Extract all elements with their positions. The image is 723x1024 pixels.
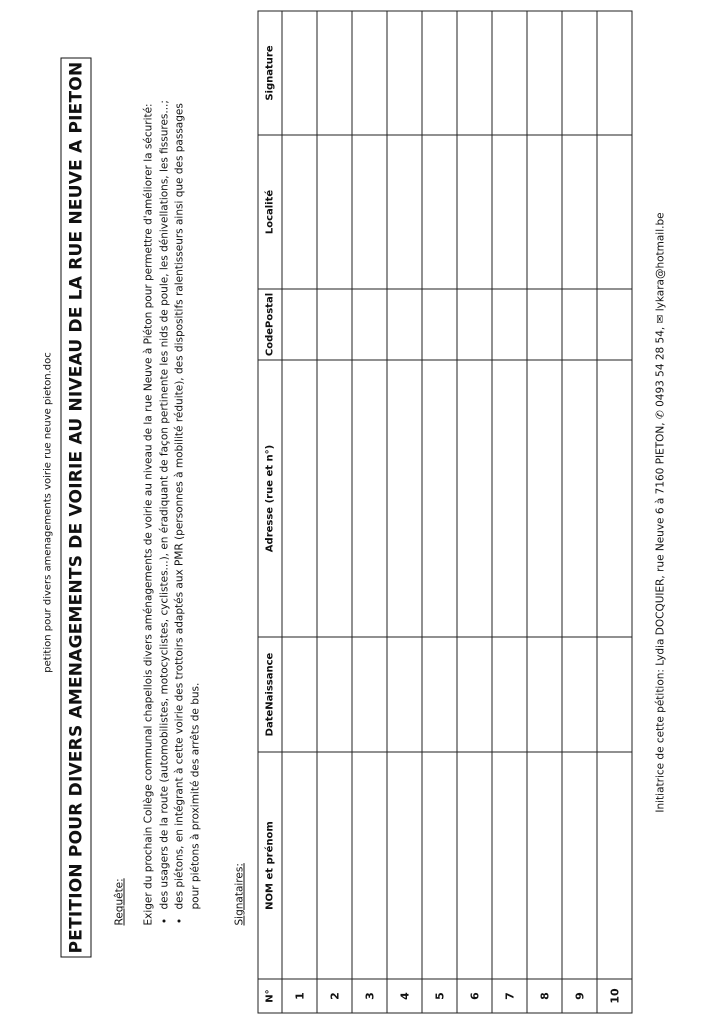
intro-paragraph: Exiger du prochain Collège communal chapellois divers aménagements de voirie au niveau de la rue Neuve à Piéton pour permettre d'améliorer la sécurité: [142,102,154,925]
address-cell[interactable] [492,360,527,637]
table-row [282,11,317,1013]
birthdate-cell[interactable] [527,637,562,752]
signatures-table [257,10,632,1013]
name-cell[interactable] [492,752,527,979]
bullet-pedestrians: • des piétons, en intégrant à cette voirie des trottoirs adaptés aux PMR (personnes à mobilité réduite), des dispositifs ralentisseurs ainsi que des passages [172,65,188,909]
locality-cell[interactable] [597,135,632,289]
locality-cell[interactable] [457,135,492,289]
table-row [387,11,422,1013]
row-number: 7 [492,979,527,1013]
locality-cell[interactable] [422,135,457,289]
header-birthdate: DateNaissance [258,637,282,752]
row-number: 10 [597,979,632,1013]
name-cell[interactable] [387,752,422,979]
table-row [492,11,527,1013]
row-number: 4 [387,979,422,1013]
postcode-cell[interactable] [422,289,457,360]
name-cell[interactable] [317,752,352,979]
name-cell[interactable] [282,752,317,979]
postcode-cell[interactable] [282,289,317,360]
row-number: 9 [562,979,597,1013]
table-row [527,11,562,1013]
header-number: N° [258,979,282,1013]
address-cell[interactable] [282,360,317,637]
birthdate-cell[interactable] [457,637,492,752]
postcode-cell[interactable] [597,289,632,360]
signature-cell[interactable] [492,11,527,135]
row-number: 6 [457,979,492,1013]
row-number: 8 [527,979,562,1013]
postcode-cell[interactable] [527,289,562,360]
requete-heading: Requête: [113,877,125,925]
postcode-cell[interactable] [492,289,527,360]
postcode-cell[interactable] [562,289,597,360]
postcode-cell[interactable] [457,289,492,360]
signature-cell[interactable] [457,11,492,135]
header-locality: Localité [258,135,282,289]
document-filename: petition pour divers amenagements voirie rue neuve pieton.doc [42,351,53,673]
table-row [597,11,632,1013]
table-row [562,11,597,1013]
birthdate-cell[interactable] [352,637,387,752]
table-row [457,11,492,1013]
bullet-continuation: pour piétons à proximité des arrêts de bus. [188,682,201,909]
birthdate-cell[interactable] [492,637,527,752]
header-signature: Signature [258,11,282,135]
row-number: 3 [352,979,387,1013]
bullet-road-users: • des usagers de la route (automobilistes, motocyclistes, cyclistes...), en éradiquant de façon pertinente les nids de poule, les dénivellations, les fissures...; [157,65,173,909]
petition-title: PETITION POUR DIVERS AMENAGEMENTS DE VOIRIE AU NIVEAU DE LA RUE NEUVE A PIETON [60,57,91,957]
header-name: NOM et prénom [258,752,282,979]
address-cell[interactable] [597,360,632,637]
name-cell[interactable] [562,752,597,979]
table-row [317,11,352,1013]
locality-cell[interactable] [492,135,527,289]
row-number: 1 [282,979,317,1013]
header-address: Adresse (rue et n°) [258,360,282,637]
birthdate-cell[interactable] [387,637,422,752]
birthdate-cell[interactable] [317,637,352,752]
locality-cell[interactable] [387,135,422,289]
signature-cell[interactable] [282,11,317,135]
signature-cell[interactable] [387,11,422,135]
petition-footer: Initiatrice de cette pétition: Lydia DOCQUIER, rue Neuve 6 à 7160 PIETON, ✆ 0493 54 28 54, ✉ lykara@hotmail.be [654,211,666,813]
birthdate-cell[interactable] [282,637,317,752]
address-cell[interactable] [387,360,422,637]
address-cell[interactable] [317,360,352,637]
postcode-cell[interactable] [352,289,387,360]
header-postcode: CodePostal [258,289,282,360]
name-cell[interactable] [597,752,632,979]
birthdate-cell[interactable] [562,637,597,752]
locality-cell[interactable] [352,135,387,289]
row-number: 2 [317,979,352,1013]
postcode-cell[interactable] [387,289,422,360]
name-cell[interactable] [352,752,387,979]
table-row [422,11,457,1013]
address-cell[interactable] [527,360,562,637]
signature-cell[interactable] [597,11,632,135]
address-cell[interactable] [457,360,492,637]
table-header-row [258,11,282,1013]
locality-cell[interactable] [527,135,562,289]
locality-cell[interactable] [317,135,352,289]
signature-cell[interactable] [562,11,597,135]
birthdate-cell[interactable] [422,637,457,752]
address-cell[interactable] [422,360,457,637]
row-number: 5 [422,979,457,1013]
birthdate-cell[interactable] [597,637,632,752]
signature-cell[interactable] [527,11,562,135]
name-cell[interactable] [422,752,457,979]
locality-cell[interactable] [282,135,317,289]
signature-cell[interactable] [317,11,352,135]
address-cell[interactable] [352,360,387,637]
address-cell[interactable] [562,360,597,637]
signature-cell[interactable] [352,11,387,135]
locality-cell[interactable] [562,135,597,289]
name-cell[interactable] [457,752,492,979]
postcode-cell[interactable] [317,289,352,360]
name-cell[interactable] [527,752,562,979]
request-bullet-list [157,65,204,925]
signataires-heading: Signataires: [233,862,245,925]
table-row [352,11,387,1013]
request-text [141,65,203,925]
signature-cell[interactable] [422,11,457,135]
